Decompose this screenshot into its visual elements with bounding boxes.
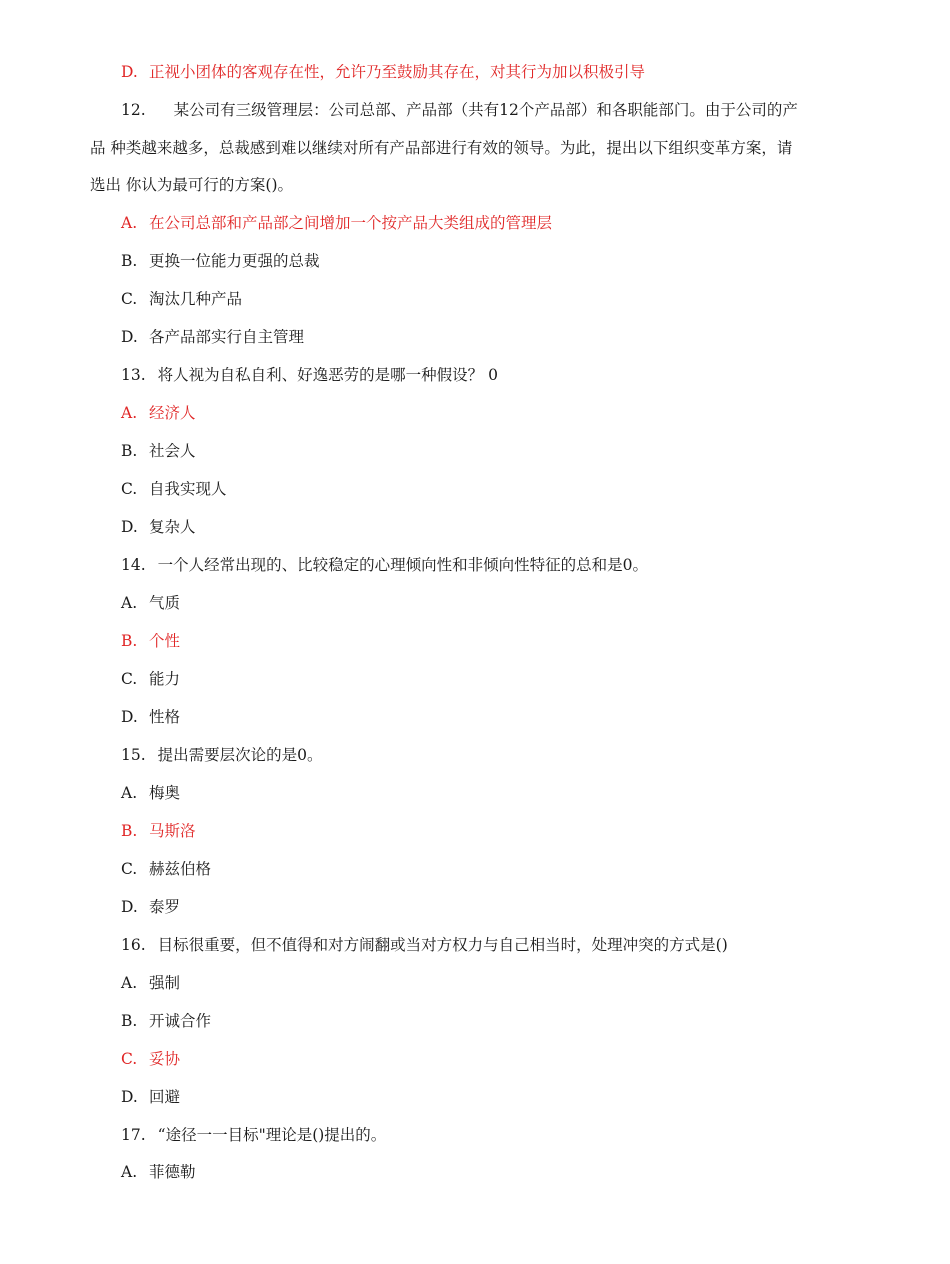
option-text: 经济人 <box>149 404 196 422</box>
q17-option-a <box>121 1162 196 1182</box>
option-letter: A. <box>121 974 138 992</box>
option-text: 更换一位能力更强的总裁 <box>149 252 320 270</box>
option-letter: A. <box>121 1163 138 1181</box>
option-letter: B. <box>121 822 138 840</box>
option-letter: C. <box>121 290 138 308</box>
option-text: 各产品部实行自主管理 <box>149 328 305 346</box>
option-letter: C. <box>121 1050 138 1068</box>
option-text: 菲德勒 <box>149 1163 196 1181</box>
q15-option-a <box>121 783 180 803</box>
option-text: 回避 <box>149 1088 181 1106</box>
q15-option-b <box>121 821 196 841</box>
option-text: 自我实现人 <box>149 480 227 498</box>
option-text: 社会人 <box>149 442 196 460</box>
option-d-prev <box>121 62 645 82</box>
question-number: 13. <box>121 366 146 384</box>
option-text: 气质 <box>149 594 181 612</box>
option-text: 泰罗 <box>149 898 181 916</box>
question-text: 将人视为自私自利、好逸恶劳的是哪一种假设？ 0 <box>157 366 498 384</box>
q16-option-d <box>121 1087 180 1107</box>
q15-option-c <box>121 859 211 879</box>
question-13 <box>121 365 498 385</box>
question-number: 17. <box>121 1126 146 1144</box>
option-letter: D. <box>121 518 138 536</box>
q16-option-c <box>121 1049 180 1069</box>
option-text: 妥协 <box>149 1050 181 1068</box>
question-text: “途径一一目标"理论是()提出的。 <box>157 1126 387 1144</box>
option-letter: D. <box>121 898 138 916</box>
q13-option-a <box>121 403 196 423</box>
option-letter: C. <box>121 480 138 498</box>
q14-option-a <box>121 593 180 613</box>
question-number: 12. <box>121 101 146 119</box>
q13-option-d <box>121 517 196 537</box>
option-text: 正视小团体的客观存在性，允许乃至鼓励其存在，对其行为加以积极引导 <box>149 63 646 81</box>
q13-option-c <box>121 479 227 499</box>
option-text: 个性 <box>149 632 181 650</box>
option-letter: C. <box>121 860 138 878</box>
question-14 <box>121 555 648 575</box>
option-letter: B. <box>121 442 138 460</box>
option-text: 马斯洛 <box>149 822 196 840</box>
option-text: 能力 <box>149 670 181 688</box>
q12-option-d <box>121 327 304 347</box>
option-letter: A. <box>121 214 138 232</box>
option-letter: A. <box>121 784 138 802</box>
question-12 <box>121 100 798 120</box>
question-number: 15. <box>121 746 146 764</box>
q16-option-a <box>121 973 180 993</box>
option-text: 在公司总部和产品部之间增加一个按产品大类组成的管理层 <box>149 214 553 232</box>
option-text: 复杂人 <box>149 518 196 536</box>
q12-option-c <box>121 289 242 309</box>
question-16 <box>121 935 728 955</box>
question-text: 一个人经常出现的、比较稳定的心理倾向性和非倾向性特征的总和是0。 <box>157 556 649 574</box>
option-letter: B. <box>121 632 138 650</box>
option-text: 淘汰几种产品 <box>149 290 243 308</box>
option-letter: A. <box>121 404 138 422</box>
question-number: 14. <box>121 556 146 574</box>
question-17 <box>121 1125 386 1145</box>
question-number: 16. <box>121 936 146 954</box>
q14-option-c <box>121 669 180 689</box>
question-15 <box>121 745 323 765</box>
q12-option-b <box>121 251 320 271</box>
question-text: 提出需要层次论的是0。 <box>157 746 323 764</box>
option-letter: D. <box>121 1088 138 1106</box>
option-text: 开诚合作 <box>149 1012 212 1030</box>
option-text: 强制 <box>149 974 181 992</box>
question-12-line-3: 选出 你认为最可行的方案()。 <box>90 176 294 194</box>
q12-option-a <box>121 213 552 233</box>
option-letter: D. <box>121 708 138 726</box>
question-text: 目标很重要，但不值得和对方闹翻或当对方权力与自己相当时，处理冲突的方式是() <box>157 936 728 954</box>
option-letter: A. <box>121 594 138 612</box>
question-12-line-2: 品 种类越来越多，总裁感到难以继续对所有产品部进行有效的领导。为此，提出以下组织变革方案，请 <box>90 139 793 157</box>
q13-option-b <box>121 441 196 461</box>
option-letter: C. <box>121 670 138 688</box>
q14-option-d <box>121 707 180 727</box>
option-letter: B. <box>121 252 138 270</box>
option-letter: D. <box>121 63 138 81</box>
q14-option-b <box>121 631 180 651</box>
q15-option-d <box>121 897 180 917</box>
option-text: 梅奥 <box>149 784 181 802</box>
option-text: 性格 <box>149 708 181 726</box>
q16-option-b <box>121 1011 211 1031</box>
option-letter: D. <box>121 328 138 346</box>
option-text: 赫兹伯格 <box>149 860 212 878</box>
option-letter: B. <box>121 1012 138 1030</box>
question-text: 某公司有三级管理层：公司总部、产品部（共有12个产品部）和各职能部门。由于公司的产 <box>173 101 798 119</box>
